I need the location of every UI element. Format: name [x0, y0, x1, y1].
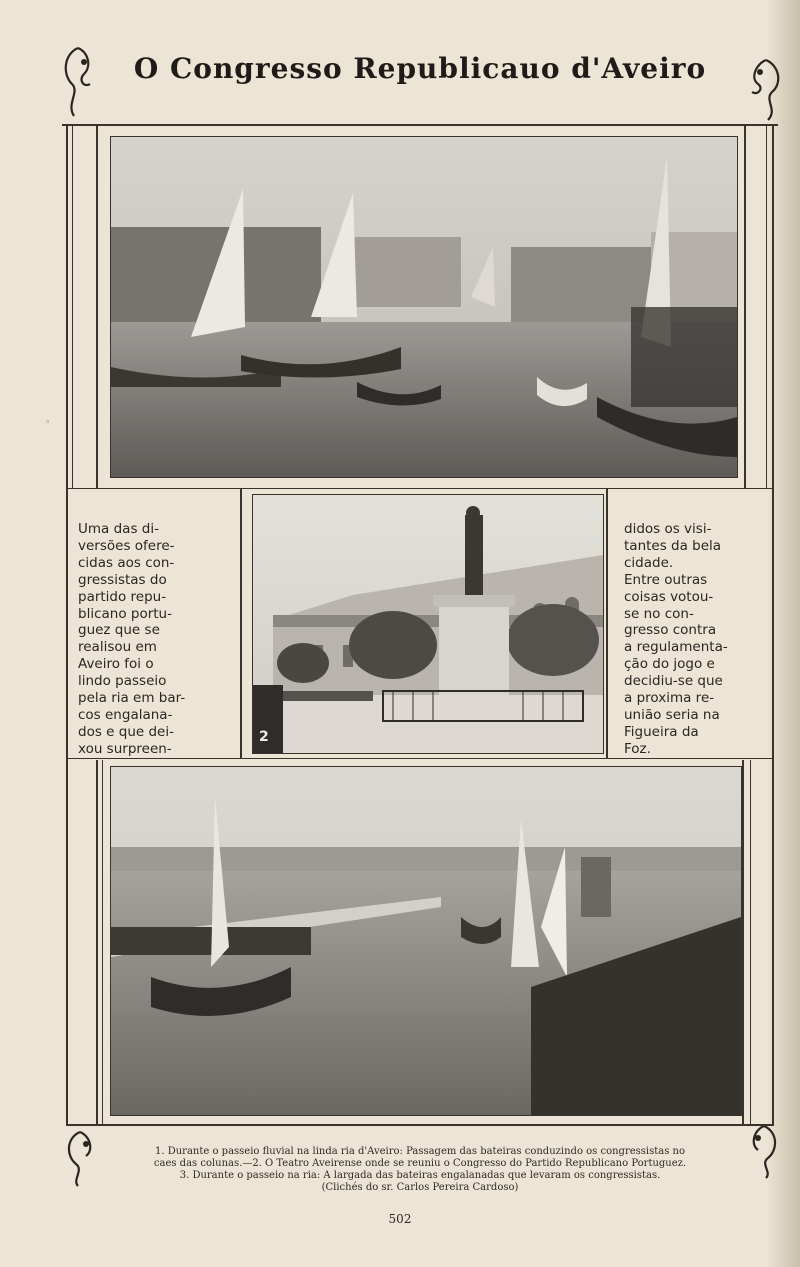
photo-canal-boats: [110, 136, 738, 478]
frame-mid-rule: [66, 488, 774, 489]
caption-line: (Clichés do sr. Carlos Pereira Cardoso): [321, 1182, 519, 1193]
page-speck: ◦: [45, 418, 51, 428]
article-line: gressistas do: [78, 571, 167, 588]
frame-right-rule-inner: [766, 124, 767, 489]
article-line: a proxima re-: [624, 690, 715, 707]
article-line: cidade.: [624, 554, 674, 571]
article-line: lindo passeio: [78, 673, 167, 690]
photo-number: 2: [259, 729, 269, 745]
article-line: dos e que dei-: [78, 723, 174, 740]
article-line: Entre outras: [624, 571, 708, 588]
column-divider: [240, 488, 242, 758]
art-nouveau-scroll-icon: [58, 44, 98, 120]
article-line: união seria na: [624, 706, 720, 723]
article-line: xou surpreen-: [78, 740, 172, 757]
frame-left-rule: [66, 124, 68, 1124]
article-line: a regulamenta-: [624, 639, 728, 656]
article-left-column: [78, 521, 228, 758]
caption-line: 1. Durante o passeio fluvial na linda ria d'Aveiro: Passagem das bateiras conduzindo os congressistas no: [155, 1146, 685, 1157]
article-line: se no con-: [624, 605, 694, 622]
article-line: tantes da bela: [624, 537, 722, 554]
article-line: guez que se: [78, 622, 160, 639]
column-divider: [606, 488, 608, 758]
frame-left-rule-inner: [102, 760, 103, 1124]
frame-right-rule-inner: [750, 760, 751, 1124]
article-line: Foz.: [624, 740, 651, 757]
art-nouveau-scroll-icon: [744, 56, 784, 124]
page-number: 502: [388, 1212, 412, 1226]
article-line: coisas votou-: [624, 588, 714, 605]
article-line: ção do jogo e: [624, 656, 715, 673]
article-line: blicano portu-: [78, 605, 172, 622]
photo-boats-departure: [110, 766, 742, 1116]
frame-left-rule-inner: [72, 124, 73, 489]
article-line: Figueira da: [624, 723, 699, 740]
article-line: cos engalana-: [78, 706, 173, 723]
frame-right-rule: [772, 124, 774, 1124]
caption-line: caes das colunas.—2. O Teatro Aveirense onde se reuniu o Congresso do Partido Republicano Portuguez.: [153, 1158, 687, 1169]
frame-mid-rule: [66, 758, 774, 759]
article-line: Uma das di-: [78, 521, 159, 537]
article-line: decidiu-se que: [624, 673, 723, 690]
caption-line: 3. Durante o passeio na ria: A largada das bateiras engalanadas que levaram os congressistas.: [179, 1170, 661, 1181]
article-line: didos os visi-: [624, 521, 712, 537]
frame-left-rule-inner: [96, 760, 98, 1124]
frame-left-rule-inner: [96, 124, 98, 489]
frame-top-rule: [62, 124, 778, 126]
article-line: realisou em: [78, 639, 157, 656]
article-line: Aveiro foi o: [78, 656, 154, 673]
frame-right-rule-inner: [744, 124, 746, 489]
article-line: partido repu-: [78, 588, 167, 605]
photo-teatro-aveirense: [252, 494, 604, 754]
article-right-column: [624, 521, 748, 758]
art-nouveau-scroll-icon: [744, 1120, 782, 1180]
art-nouveau-scroll-icon: [62, 1126, 100, 1190]
article-line: pela ria em bar-: [78, 690, 186, 707]
article-line: cidas aos con-: [78, 554, 175, 571]
frame-bottom-rule: [66, 1124, 774, 1126]
figure-caption: [120, 1146, 720, 1194]
page-title: O Congresso Republicauo d'Aveiro: [133, 52, 707, 85]
article-line: gresso contra: [624, 622, 717, 639]
article-line: versões ofere-: [78, 537, 175, 554]
frame-right-rule-inner: [742, 760, 744, 1124]
